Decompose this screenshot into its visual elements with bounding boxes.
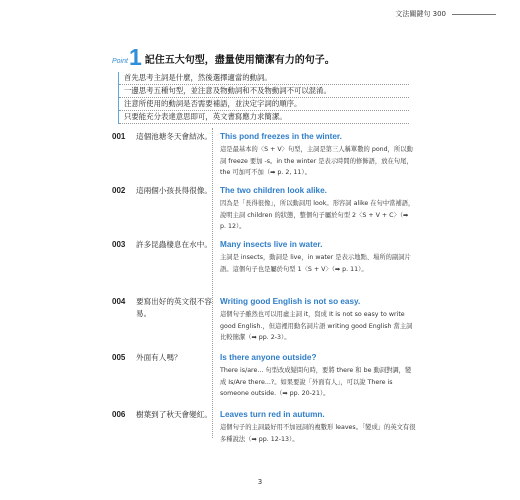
running-header bbox=[395, 9, 496, 19]
book-title: 文法關鍵句 300 bbox=[395, 10, 446, 18]
column-divider bbox=[212, 128, 213, 438]
item-number: 003 bbox=[112, 240, 126, 249]
chinese-sentence: 樹葉到了秋天會變紅。 bbox=[136, 410, 212, 419]
header-rule bbox=[452, 14, 496, 15]
chinese-sentence: 外面有人嗎？ bbox=[136, 353, 182, 362]
item-number: 006 bbox=[112, 410, 126, 419]
explanation: 這個句子雖然也可以用虛主詞 it，寫成 It is not so easy to write good English.，但這裡用動名詞片語 writing good English 當主詞比較簡潔（➡ pp. 2-3）。 bbox=[220, 311, 413, 341]
english-sentence: Many insects live in water. bbox=[220, 240, 323, 249]
guideline-item: 首先思考主詞是什麼，然後選擇適當的動詞。 bbox=[119, 72, 409, 85]
guideline-list bbox=[118, 72, 409, 124]
item-number: 001 bbox=[112, 132, 126, 141]
guideline-item: 一邊思考五種句型，並注意及物動詞和不及物動詞不可以混淆。 bbox=[119, 85, 409, 98]
chinese-sentence: 要寫出好的英文很不容易。 bbox=[136, 297, 212, 318]
explanation: 這是最基本的〈S + V〉句型，主詞是第三人稱單數的 pond，所以動詞 freeze 要加 -s。in the winter 是表示時間的修飾語，放在句尾，the 可加可不加（➡ p. 2, 11）。 bbox=[220, 146, 413, 176]
item-number: 004 bbox=[112, 297, 126, 306]
english-sentence: The two children look alike. bbox=[220, 186, 327, 195]
explanation: 這個句子的主詞最好用不加冠詞的複數形 leaves。「變成」的英文有很多種說法（➡ pp. 12-13）。 bbox=[220, 424, 416, 443]
page-number: 3 bbox=[257, 478, 263, 486]
point-label: Point bbox=[112, 58, 128, 65]
point-number: 1 bbox=[128, 44, 142, 70]
explanation: There is/are... 句型改成疑問句時，要將 there 和 be 動詞對調，變成 Is/Are there...?。如果要說「外面有人」，可以說 There is someone outside.（➡ pp. 20-21）。 bbox=[220, 367, 412, 397]
item-number: 005 bbox=[112, 353, 126, 362]
guideline-item: 注意所使用的動詞是否需要補語，並決定字詞的順序。 bbox=[119, 98, 409, 111]
point-title: 記住五大句型，盡量使用簡潔有力的句子。 bbox=[144, 55, 335, 66]
english-sentence: Leaves turn red in autumn. bbox=[220, 410, 325, 419]
explanation: 因為是「長得很像」，所以動詞用 look。形容詞 alike 在句中當補語，說明主詞 children 的狀態，整個句子屬於句型 2〈S + V + C〉（➡ p. 12）。 bbox=[220, 200, 415, 230]
chinese-sentence: 許多昆蟲棲息在水中。 bbox=[136, 240, 212, 249]
english-sentence: Is there anyone outside? bbox=[220, 353, 317, 362]
chinese-sentence: 這個池塘冬天會結冰。 bbox=[136, 132, 212, 141]
english-sentence: This pond freezes in the winter. bbox=[220, 132, 342, 141]
explanation: 主詞是 insects，動詞是 live，in water 是表示地點、場所的副詞片語。這個句子也是屬於句型 1〈S + V〉（➡ p. 11）。 bbox=[220, 254, 411, 273]
english-sentence: Writing good English is not so easy. bbox=[220, 297, 361, 306]
point-heading bbox=[112, 44, 335, 70]
chinese-sentence: 這兩個小孩長得很像。 bbox=[136, 186, 212, 195]
guideline-item: 只要能充分表達意思即可，英文書寫應力求簡潔。 bbox=[119, 111, 409, 124]
item-number: 002 bbox=[112, 186, 126, 195]
